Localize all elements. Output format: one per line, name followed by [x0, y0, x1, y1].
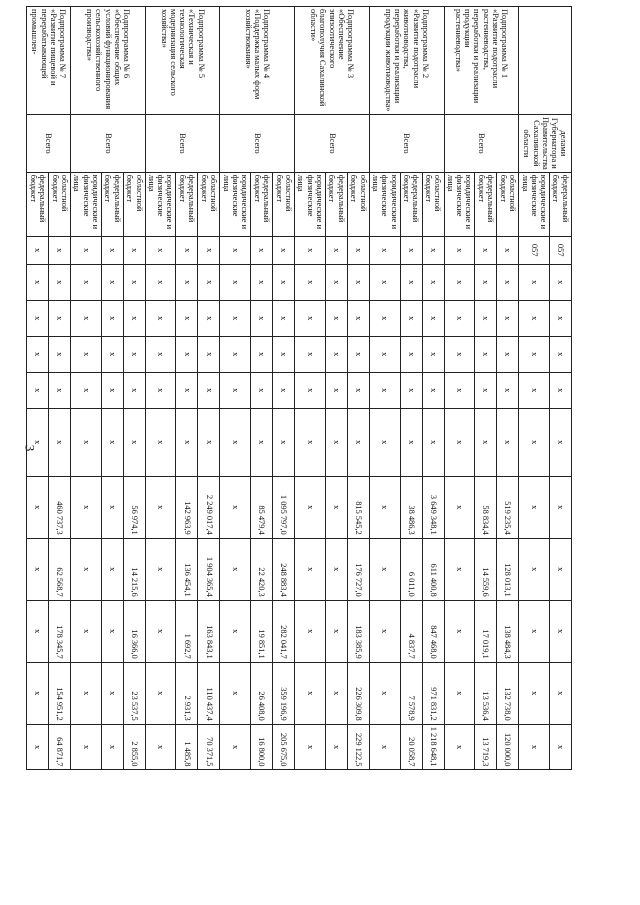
value-cell: х [251, 300, 273, 336]
value-cell: х [519, 662, 550, 724]
value-cell: х [27, 300, 49, 336]
value-cell: х [519, 336, 550, 372]
value-cell: х [369, 264, 400, 300]
value-cell: 62 568,7 [49, 538, 71, 600]
value-cell: х [101, 724, 123, 770]
value-cell: х [220, 336, 251, 372]
value-cell: х [400, 336, 422, 372]
value-cell: х [71, 300, 102, 336]
value-cell: х [295, 372, 326, 408]
value-cell: х [519, 264, 550, 300]
value-cell: х [422, 372, 444, 408]
value-cell: х [123, 336, 145, 372]
value-cell: х [400, 264, 422, 300]
value-cell: х [422, 300, 444, 336]
value-cell: х [550, 538, 572, 600]
value-cell: 1 485,8 [176, 724, 198, 770]
value-cell: 16 800,0 [251, 724, 273, 770]
value-cell: х [71, 600, 102, 662]
code-cell: х [295, 236, 326, 264]
value-cell: х [475, 336, 497, 372]
value-cell: х [369, 600, 400, 662]
budget-source-cell: юридические и физические лица [444, 172, 475, 236]
value-cell: х [273, 300, 295, 336]
value-cell: х [325, 336, 347, 372]
value-cell: х [145, 408, 176, 476]
value-cell: х [145, 264, 176, 300]
value-cell: х [101, 476, 123, 538]
budget-source-cell: федеральный бюджет [251, 172, 273, 236]
value-cell: х [251, 336, 273, 372]
code-cell: х [273, 236, 295, 264]
budget-source-cell: областной бюджет [347, 172, 369, 236]
budget-source-cell: юридические и физические лица [220, 172, 251, 236]
value-cell: х [422, 336, 444, 372]
value-cell: х [550, 408, 572, 476]
value-cell: х [325, 476, 347, 538]
code-cell: х [198, 236, 220, 264]
value-cell: х [295, 336, 326, 372]
total-label-cell: Всего [145, 115, 220, 173]
budget-source-cell: областной бюджет [497, 172, 519, 236]
value-cell: х [497, 300, 519, 336]
value-cell: х [444, 264, 475, 300]
value-cell: 3 649 348,1 [422, 476, 444, 538]
value-cell: х [220, 600, 251, 662]
value-cell: 14 559,6 [475, 538, 497, 600]
value-cell: х [27, 476, 49, 538]
value-cell: 248 883,4 [273, 538, 295, 600]
value-cell: х [325, 538, 347, 600]
table-row [550, 7, 572, 770]
budget-source-cell: федеральный бюджет [400, 172, 422, 236]
value-cell: х [369, 408, 400, 476]
value-cell: 13 719,3 [475, 724, 497, 770]
value-cell: х [71, 476, 102, 538]
value-cell: х [369, 538, 400, 600]
value-cell: х [497, 336, 519, 372]
total-label-cell: Всего [295, 115, 370, 173]
value-cell: х [347, 336, 369, 372]
value-cell: х [295, 538, 326, 600]
value-cell: 226 309,8 [347, 662, 369, 724]
code-cell: х [71, 236, 102, 264]
value-cell: х [519, 408, 550, 476]
program-name-cell: Подпрограмма № 5 «Техническая и технологическая модернизация сельского хозяйства» [145, 7, 220, 115]
budget-source-cell: юридические и физические лица [71, 172, 102, 236]
value-cell: х [101, 372, 123, 408]
program-name-cell: Подпрограмма № 1 «Развитие подотрасли растениеводства, переработки и реализации продукции растениеводства» [444, 7, 519, 115]
value-cell: х [71, 336, 102, 372]
budget-source-cell: областной бюджет [273, 172, 295, 236]
value-cell: х [273, 264, 295, 300]
value-cell: 132 738,0 [497, 662, 519, 724]
value-cell: х [123, 264, 145, 300]
value-cell: х [369, 724, 400, 770]
value-cell: х [325, 662, 347, 724]
budget-source-cell: юридические и физические лица [369, 172, 400, 236]
value-cell: х [27, 408, 49, 476]
value-cell: х [519, 600, 550, 662]
value-cell: 2 855,0 [123, 724, 145, 770]
value-cell: х [400, 300, 422, 336]
value-cell: х [519, 372, 550, 408]
code-cell: х [422, 236, 444, 264]
value-cell: х [550, 476, 572, 538]
value-cell: х [101, 336, 123, 372]
program-name-cell: Подпрограмма № 4 «Поддержка малых форм хозяйствования» [220, 7, 295, 115]
value-cell: х [176, 372, 198, 408]
value-cell: х [27, 662, 49, 724]
code-cell: х [101, 236, 123, 264]
value-cell: 22 420,3 [251, 538, 273, 600]
code-cell: х [347, 236, 369, 264]
budget-source-cell: федеральный бюджет [475, 172, 497, 236]
value-cell: х [123, 300, 145, 336]
value-cell: х [444, 538, 475, 600]
value-cell: х [444, 600, 475, 662]
value-cell: 205 675,0 [273, 724, 295, 770]
value-cell: х [295, 662, 326, 724]
value-cell: х [220, 662, 251, 724]
value-cell: х [444, 662, 475, 724]
value-cell: 519 235,4 [497, 476, 519, 538]
value-cell: 7 578,9 [400, 662, 422, 724]
value-cell: х [198, 264, 220, 300]
value-cell: х [550, 264, 572, 300]
value-cell: х [347, 264, 369, 300]
value-cell: х [145, 372, 176, 408]
budget-source-cell: юридические и физические лица [519, 172, 550, 236]
value-cell: х [220, 372, 251, 408]
value-cell: х [519, 300, 550, 336]
budget-source-cell: федеральный бюджет [101, 172, 123, 236]
value-cell: 611 400,8 [422, 538, 444, 600]
value-cell: х [101, 600, 123, 662]
value-cell: х [145, 476, 176, 538]
value-cell: 58 834,4 [475, 476, 497, 538]
value-cell: х [369, 662, 400, 724]
table-row [422, 7, 444, 770]
value-cell: х [550, 724, 572, 770]
value-cell: х [220, 264, 251, 300]
value-cell: х [475, 264, 497, 300]
value-cell: х [71, 538, 102, 600]
value-cell: х [325, 264, 347, 300]
value-cell: 163 843,1 [198, 600, 220, 662]
value-cell: х [347, 300, 369, 336]
code-cell: х [369, 236, 400, 264]
value-cell: х [550, 662, 572, 724]
value-cell: 38 486,3 [400, 476, 422, 538]
budget-source-cell: областной бюджет [123, 172, 145, 236]
value-cell: х [497, 372, 519, 408]
code-cell: х [220, 236, 251, 264]
program-name-cell: Подпрограмма № 3 «Обеспечение эпизоотического благополучия Сахалинской области» [295, 7, 370, 115]
value-cell: 359 196,9 [273, 662, 295, 724]
value-cell: х [220, 724, 251, 770]
value-cell: х [145, 300, 176, 336]
value-cell: х [295, 408, 326, 476]
value-cell: х [145, 336, 176, 372]
program-name-cell: Подпрограмма № 7 «Развитие пищевой и перерабатывающей промышлен- [27, 7, 71, 115]
value-cell: 14 215,6 [123, 538, 145, 600]
budget-source-cell: юридические и физические лица [145, 172, 176, 236]
value-cell: 136 454,1 [176, 538, 198, 600]
value-cell: 847 468,0 [422, 600, 444, 662]
value-cell: х [145, 662, 176, 724]
value-cell: х [325, 408, 347, 476]
value-cell: 282 041,7 [273, 600, 295, 662]
budget-source-cell: областной бюджет [198, 172, 220, 236]
value-cell: 2 249 017,4 [198, 476, 220, 538]
value-cell: х [71, 408, 102, 476]
code-cell: х [145, 236, 176, 264]
table-row [123, 7, 145, 770]
value-cell: х [198, 408, 220, 476]
table-row [49, 7, 71, 770]
value-cell: х [71, 264, 102, 300]
table-row [347, 7, 369, 770]
value-cell: х [176, 408, 198, 476]
code-cell: х [475, 236, 497, 264]
value-cell: х [71, 724, 102, 770]
value-cell: х [273, 372, 295, 408]
value-cell: х [475, 300, 497, 336]
value-cell: х [220, 300, 251, 336]
org-cell: делами Губернатора и Правительства Сахалинской области [519, 115, 572, 173]
value-cell: х [325, 300, 347, 336]
value-cell: х [101, 662, 123, 724]
value-cell: х [475, 408, 497, 476]
value-cell: х [49, 264, 71, 300]
value-cell: х [369, 300, 400, 336]
value-cell: 154 951,2 [49, 662, 71, 724]
value-cell: х [550, 336, 572, 372]
value-cell: х [198, 300, 220, 336]
budget-source-cell: федеральный бюджет [27, 172, 49, 236]
value-cell: х [145, 538, 176, 600]
budget-table [26, 6, 572, 770]
value-cell: х [347, 372, 369, 408]
page-number: 3 [22, 444, 38, 452]
value-cell: х [325, 372, 347, 408]
value-cell: 183 385,9 [347, 600, 369, 662]
program-name-cell: Подпрограмма № 2 «Развитие подотрасли животноводства, переработки и реализации продукции животноводства» [369, 7, 444, 115]
code-cell: 057 [550, 236, 572, 264]
value-cell: 229 122,5 [347, 724, 369, 770]
code-cell: х [27, 236, 49, 264]
value-cell: 23 537,5 [123, 662, 145, 724]
code-cell: х [123, 236, 145, 264]
code-cell: х [325, 236, 347, 264]
value-cell: х [422, 408, 444, 476]
value-cell: х [49, 372, 71, 408]
value-cell: 138 484,3 [497, 600, 519, 662]
value-cell: х [176, 264, 198, 300]
budget-source-cell: федеральный бюджет [176, 172, 198, 236]
value-cell: х [27, 372, 49, 408]
value-cell: х [251, 372, 273, 408]
value-cell: х [71, 372, 102, 408]
value-cell: х [27, 724, 49, 770]
value-cell: х [444, 408, 475, 476]
value-cell: х [497, 408, 519, 476]
value-cell: 6 011,0 [400, 538, 422, 600]
value-cell: х [497, 264, 519, 300]
value-cell: х [519, 724, 550, 770]
budget-source-cell: федеральный бюджет [550, 172, 572, 236]
code-cell: х [497, 236, 519, 264]
value-cell: х [101, 300, 123, 336]
value-cell: х [145, 724, 176, 770]
value-cell: 1 904 365,4 [198, 538, 220, 600]
value-cell: 057 [519, 236, 550, 264]
value-cell: х [273, 408, 295, 476]
program-cell [519, 7, 572, 115]
value-cell: 85 479,4 [251, 476, 273, 538]
value-cell: х [220, 408, 251, 476]
value-cell: х [519, 476, 550, 538]
value-cell: 2 931,3 [176, 662, 198, 724]
value-cell: х [295, 724, 326, 770]
value-cell: х [444, 336, 475, 372]
code-cell: х [444, 236, 475, 264]
value-cell: х [27, 336, 49, 372]
value-cell: х [27, 538, 49, 600]
value-cell: х [251, 408, 273, 476]
value-cell: х [123, 372, 145, 408]
value-cell: х [101, 264, 123, 300]
value-cell: 178 345,7 [49, 600, 71, 662]
value-cell: 13 536,4 [475, 662, 497, 724]
budget-source-cell: областной бюджет [49, 172, 71, 236]
value-cell: х [444, 372, 475, 408]
value-cell: х [49, 408, 71, 476]
program-name-cell: Подпрограмма № 6 «Обеспечение общих условий функционирования сельскохозяйственного производства» [71, 7, 146, 115]
value-cell: 26 408,0 [251, 662, 273, 724]
value-cell: 1 218 648,1 [422, 724, 444, 770]
total-label-cell: Всего [369, 115, 444, 173]
value-cell: х [176, 336, 198, 372]
value-cell: х [123, 408, 145, 476]
value-cell: 4 837,7 [400, 600, 422, 662]
value-cell: х [444, 724, 475, 770]
total-label-cell: Всего [220, 115, 295, 173]
value-cell: х [176, 300, 198, 336]
value-cell: х [422, 264, 444, 300]
value-cell: х [475, 372, 497, 408]
value-cell: х [295, 600, 326, 662]
value-cell: х [550, 372, 572, 408]
value-cell: 19 851,1 [251, 600, 273, 662]
value-cell: х [325, 600, 347, 662]
value-cell: х [27, 600, 49, 662]
table-row [273, 7, 295, 770]
value-cell: 70 371,5 [198, 724, 220, 770]
value-cell: х [369, 336, 400, 372]
value-cell: х [198, 336, 220, 372]
value-cell: 120 000,0 [497, 724, 519, 770]
budget-source-cell: юридические и физические лица [295, 172, 326, 236]
value-cell: 17 019,1 [475, 600, 497, 662]
table-row [497, 7, 519, 770]
value-cell: х [273, 336, 295, 372]
code-cell: х [400, 236, 422, 264]
value-cell: 64 871,7 [49, 724, 71, 770]
value-cell: 110 437,4 [198, 662, 220, 724]
value-cell: х [101, 538, 123, 600]
value-cell: 128 013,1 [497, 538, 519, 600]
value-cell: 142 963,9 [176, 476, 198, 538]
value-cell: 20 058,7 [400, 724, 422, 770]
value-cell: х [444, 300, 475, 336]
value-cell: х [101, 408, 123, 476]
value-cell: х [49, 336, 71, 372]
value-cell: х [550, 300, 572, 336]
value-cell: х [400, 372, 422, 408]
value-cell: 815 545,2 [347, 476, 369, 538]
value-cell: х [71, 662, 102, 724]
value-cell: 56 974,1 [123, 476, 145, 538]
value-cell: х [295, 300, 326, 336]
value-cell: х [145, 600, 176, 662]
value-cell: 16 366,0 [123, 600, 145, 662]
value-cell: х [325, 724, 347, 770]
value-cell: 176 727,0 [347, 538, 369, 600]
value-cell: х [400, 408, 422, 476]
value-cell: х [369, 476, 400, 538]
value-cell: х [198, 372, 220, 408]
value-cell: х [347, 408, 369, 476]
value-cell: х [295, 264, 326, 300]
value-cell: х [295, 476, 326, 538]
value-cell: х [444, 476, 475, 538]
total-label-cell: Всего [27, 115, 71, 173]
value-cell: 1 095 797,0 [273, 476, 295, 538]
value-cell: х [550, 600, 572, 662]
budget-source-cell: областной бюджет [422, 172, 444, 236]
code-cell: х [49, 236, 71, 264]
value-cell: х [27, 264, 49, 300]
value-cell: х [369, 372, 400, 408]
budget-source-cell: федеральный бюджет [325, 172, 347, 236]
value-cell: 460 737,3 [49, 476, 71, 538]
value-cell: х [519, 538, 550, 600]
value-cell: х [220, 538, 251, 600]
value-cell: х [220, 476, 251, 538]
value-cell: х [49, 300, 71, 336]
value-cell: х [251, 264, 273, 300]
total-label-cell: Всего [444, 115, 519, 173]
code-cell: х [176, 236, 198, 264]
code-cell: х [251, 236, 273, 264]
value-cell: 971 831,2 [422, 662, 444, 724]
total-label-cell: Всего [71, 115, 146, 173]
table-row [198, 7, 220, 770]
value-cell: 1 692,7 [176, 600, 198, 662]
